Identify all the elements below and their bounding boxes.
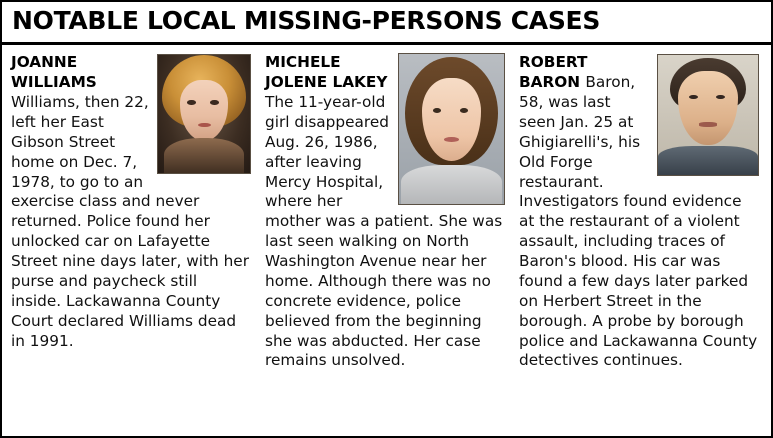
case-column-1 <box>11 53 251 371</box>
case-name-1: JOANNE WILLIAMS <box>11 53 97 92</box>
case-text-2: The 11-year-old girl disappeared Aug. 26, 1986, after leaving Mercy Hospital, where her mother was a patient. She was last seen walking on North Washington Avenue near her home. Although there was no concrete evidence, police believed from the beginning she was abducted. Her case remains unsolved. <box>265 93 503 370</box>
joanne-williams-portrait <box>157 54 251 174</box>
headline-bar <box>2 2 771 45</box>
case-name-2: MICHELE JOLENE LAKEY <box>265 53 388 92</box>
case-column-2 <box>265 53 505 371</box>
page-title: NOTABLE LOCAL MISSING-PERSONS CASES <box>12 6 601 35</box>
case-column-3 <box>519 53 759 371</box>
case-text-3: Baron, 58, was last seen Jan. 25 at Ghigiarelli's, his Old Forge restaurant. Investigators found evidence at the restaurant of a violent assault, including traces of Baron's blood. His car was found a few days later parked on Herbert Street in the borough. A probe by borough police and Lackawanna County detectives continues. <box>519 73 758 370</box>
cases-container <box>2 45 771 371</box>
robert-baron-portrait <box>657 54 759 176</box>
case-text-1: Williams, then 22, left her East Gibson Street home on Dec. 7, 1978, to go to an exercise class and never returned. Police found her unlocked car on Lafayette Street nine days later, with her purse and paycheck still inside. Lackawanna County Court declared Williams dead in 1991. <box>11 93 249 350</box>
case-name-3: ROBERT BARON <box>519 53 588 92</box>
michele-jolene-lakey-portrait <box>398 53 505 205</box>
